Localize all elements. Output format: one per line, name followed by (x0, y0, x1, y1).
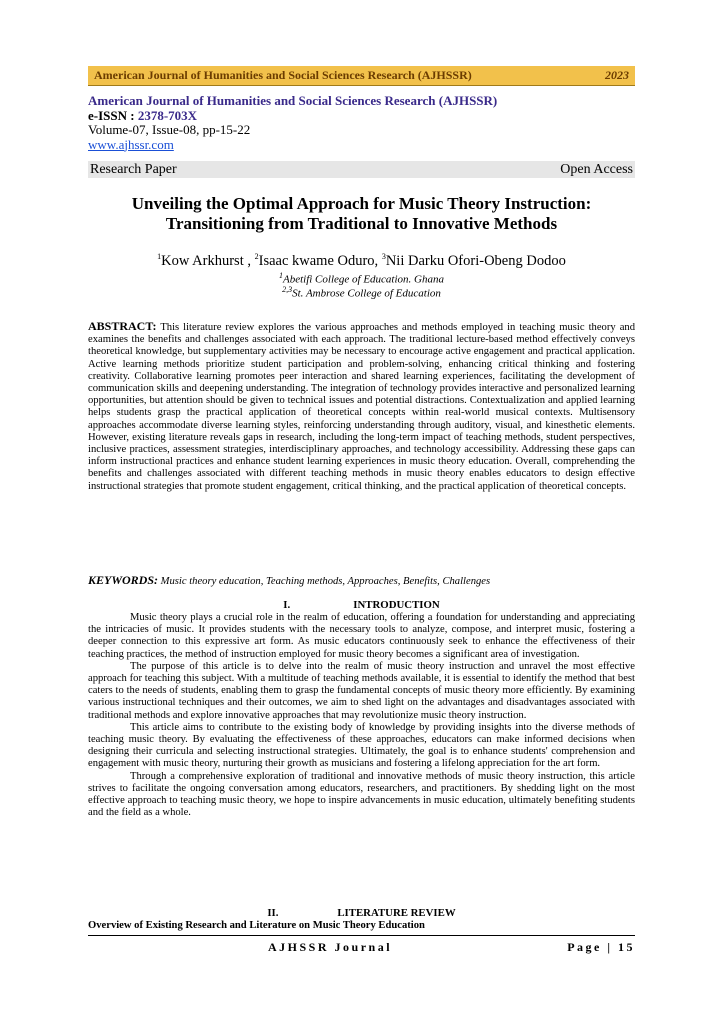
section-1-title: INTRODUCTION (353, 599, 440, 611)
abstract (88, 320, 635, 493)
journal-name: American Journal of Humanities and Social Sciences Research (AJHSSR) (88, 93, 498, 108)
title-line-2: Transitioning from Traditional to Innovative Methods (165, 214, 558, 233)
paper-type-ribbon (88, 161, 635, 178)
affiliation-1-sup: 1 (278, 271, 283, 280)
paper-type: Research Paper (90, 161, 177, 177)
banner-year: 2023 (605, 68, 629, 82)
author-2-sup: 2 (254, 252, 259, 261)
page-footer (88, 935, 635, 955)
access-type: Open Access (560, 161, 633, 177)
section-2-heading (88, 907, 635, 919)
intro-paragraph-4: Through a comprehensive exploration of traditional and innovative methods of music theory instruction, this article strives to facilitate the ongoing conversation among educators, researchers, and practitioners. By shedding light on the most effective approach to teaching music theory, we hope to inspire advancements in music education, ultimately benefiting students and the field as a whole. (88, 770, 635, 819)
section-2-title: LITERATURE REVIEW (337, 907, 456, 919)
section-2-number: II. (267, 907, 279, 919)
author-1-sup: 1 (157, 252, 162, 261)
banner-title: American Journal of Humanities and Social Sciences Research (AJHSSR) (94, 68, 472, 82)
paper-title (88, 194, 635, 234)
abstract-label: ABSTRACT: (88, 319, 157, 333)
title-line-1: Unveiling the Optimal Approach for Music Theory Instruction: (131, 194, 592, 213)
author-3-sup: 3 (381, 252, 386, 261)
footer-page-number: Page | 15 (567, 940, 635, 954)
keywords (88, 573, 635, 588)
introduction-body (88, 612, 635, 819)
affiliation-2-sup: 2,3 (282, 285, 293, 294)
journal-banner (88, 66, 635, 86)
author-3: Nii Darku Ofori-Obeng Dodoo (385, 252, 566, 269)
issn-label: e-ISSN : (88, 107, 135, 123)
affiliation-2 (88, 285, 635, 300)
intro-paragraph-3: This article aims to contribute to the existing body of knowledge by providing insights into the diverse methods of teaching music theory. By evaluating the effectiveness of these approaches, educators can make informed decisions when designing their curricula and selecting instructional strategies. Ultimately, the goal is to enhance students' comprehension and engagement with music theory, nurturing their growth as musicians and fostering a lifelong appreciation for the art form. (88, 721, 635, 770)
issn-value: 2378-703X (137, 107, 198, 123)
volume-line: Volume-07, Issue-08, pp-15-22 (88, 122, 251, 137)
author-2: Isaac kwame Oduro, (258, 252, 379, 269)
intro-paragraph-2: The purpose of this article is to delve into the realm of music theory instruction and unravel the most effective approach for teaching this subject. With a multitude of teaching methods available, it is essential to identify the method that best caters to the needs of students, enabling them to grasp the fundamental concepts of music theory more efficiently. By examining various instructional techniques and their outcomes, we aim to shed light on the advantages and disadvantages associated with traditional methods and explore innovative approaches that may revolutionize music theory instruction. (88, 660, 635, 721)
keywords-text: Music theory education, Teaching methods, Approaches, Benefits, Challenges (160, 576, 491, 587)
website-link[interactable]: www.ajhssr.com (88, 136, 174, 152)
journal-meta (88, 94, 635, 152)
author-1: Kow Arkhurst , (161, 252, 251, 269)
section-1-number: I. (283, 599, 291, 611)
intro-paragraph-1: Music theory plays a crucial role in the realm of education, offering a foundation for understanding and appreciating the intricacies of music. It provides students with the necessary tools to analyze, compose, and interpret music, fostering a deeper connection to this expressive art form. As music educators continuously seek to enhance the effectiveness of their teaching practices, the method of instruction employed for music theory becomes a significant area of investigation. (88, 612, 635, 660)
authors-line (88, 252, 635, 270)
keywords-label: KEYWORDS: (88, 573, 159, 587)
affiliation-2-text: St. Ambrose College of Education (292, 287, 441, 300)
affiliation-1-text: Abetifi College of Education. Ghana (282, 273, 444, 286)
affiliation-1 (88, 271, 635, 286)
section-1-heading (88, 599, 635, 611)
section-2-subheading: Overview of Existing Research and Literature on Music Theory Education (88, 920, 425, 931)
issn-line (88, 109, 635, 124)
abstract-text: This literature review explores the various approaches and methods employed in teaching music theory and examines the benefits and challenges associated with each approach. The traditional lecture-based method effectively conveys theoretical knowledge, but supplementary activities may be necessary to encourage active engagement and practical application. Active learning methods prioritize student participation and problem-solving, enhancing critical thinking and fostering creativity. Collaborative learning promotes peer interaction and shared learning experiences, facilitating the development of communication skills and deepening understanding. The integration of technology provides interactive and personalized learning opportunities, but attention should be given to technical issues and potential distractions. Contextualization and applied learning helps students grasp the practical application of theoretical concepts within real-world musical contexts. Multisensory approaches accommodate diverse learning styles, reinforcing understanding through auditory, visual, and kinesthetic elements. However, existing literature reveals gaps in research, including the long-term impact of teaching methods, student perspectives, inclusive practices, assessment strategies, interdisciplinary approaches, and technology accessibility. Addressing these gaps can inform instructional practices and enhance student learning experiences in music theory education. Overall, comprehending the benefits and challenges associated with different teaching methods in music theory enables educators to design effective instructional strategies that promote student engagement, critical thinking, and the practical application of theoretical concepts. (88, 322, 635, 492)
footer-journal: AJHSSR Journal (268, 940, 393, 954)
